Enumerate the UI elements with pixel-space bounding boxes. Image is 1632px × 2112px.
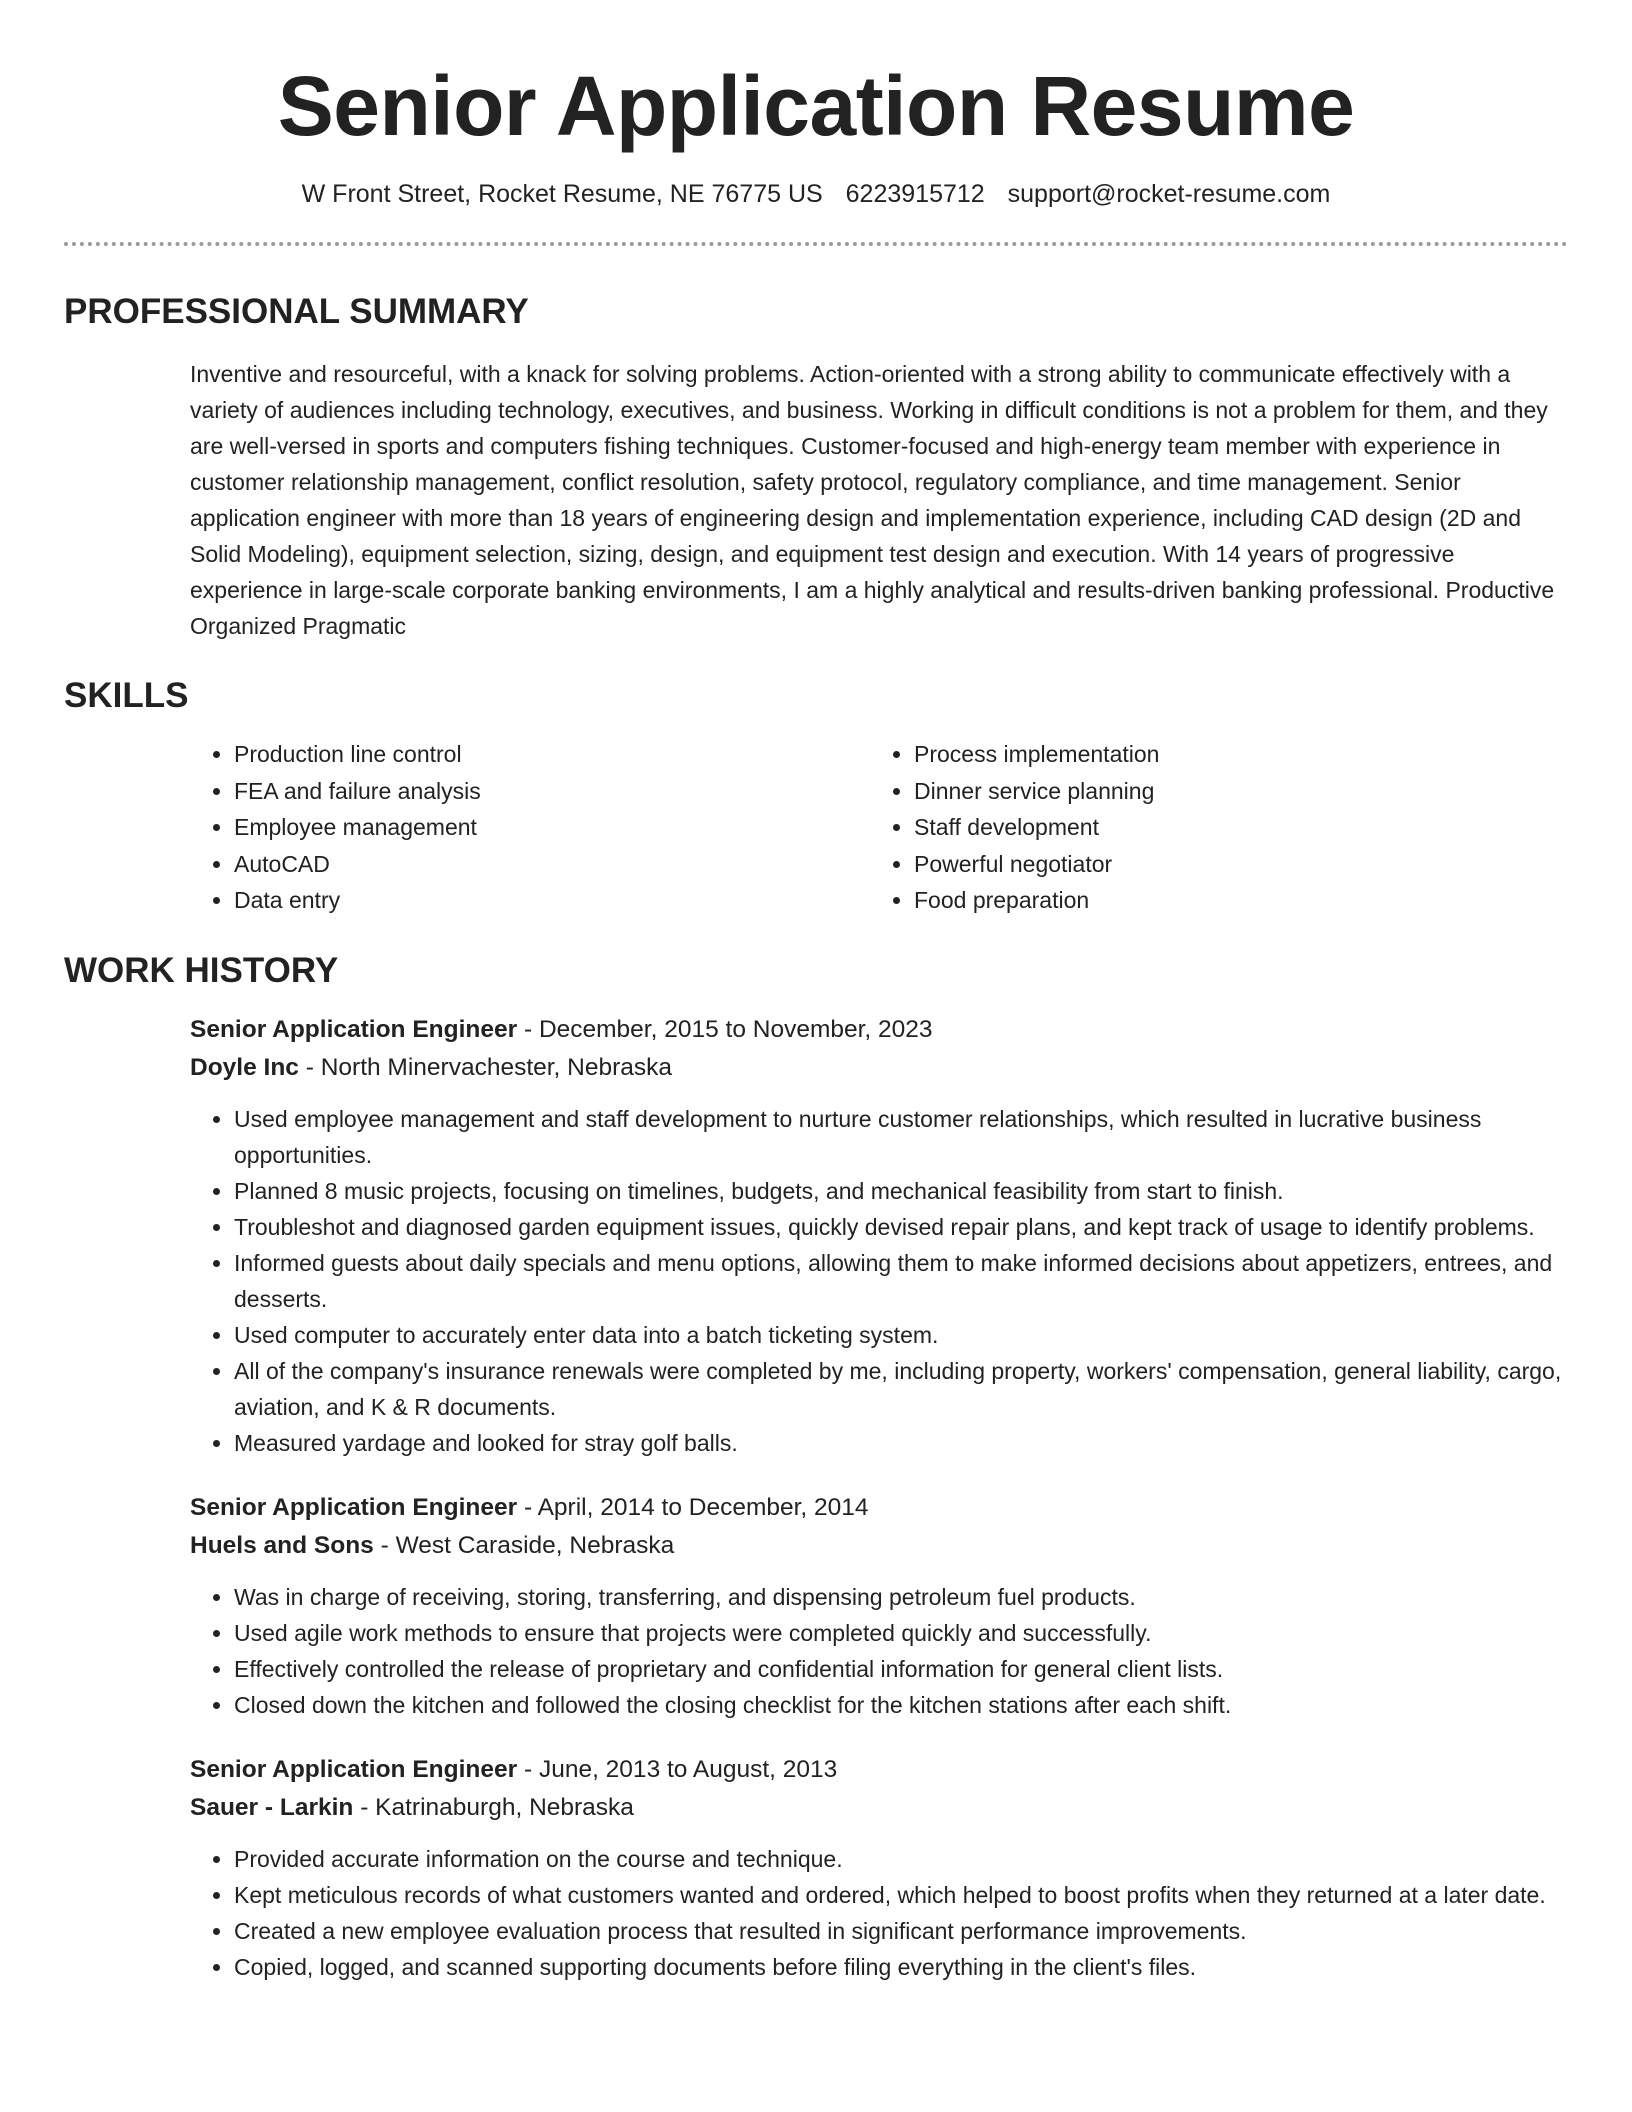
work-history-section [64, 949, 1568, 1985]
skills-list-left [190, 736, 870, 919]
job-bullet: • Was in charge of receiving, storing, transferring, and dispensing petroleum fuel products. [234, 1579, 1568, 1615]
job-entry [190, 1011, 1568, 1461]
skill-item: • AutoCAD [234, 846, 870, 883]
header-divider [64, 242, 1568, 246]
job-bullet: • All of the company's insurance renewals were completed by me, including property, workers' compensation, general liability, cargo, aviation, and K & R documents. [234, 1353, 1568, 1425]
job-bullet: • Copied, logged, and scanned supporting documents before filing everything in the client's files. [234, 1949, 1568, 1985]
work-history-heading: WORK HISTORY [64, 950, 339, 990]
job-dates: - April, 2014 to December, 2014 [517, 1493, 869, 1521]
job-bullet: • Used agile work methods to ensure that projects were completed quickly and successfully. [234, 1615, 1568, 1651]
address-text: W Front Street, Rocket Resume, NE 76775 US [301, 180, 823, 208]
skill-item: • Powerful negotiator [914, 846, 1550, 883]
contact-line [64, 178, 1568, 210]
job-bullet: • Created a new employee evaluation process that resulted in significant performance improvements. [234, 1913, 1568, 1949]
job-bullet: • Effectively controlled the release of proprietary and confidential information for general client lists. [234, 1651, 1568, 1687]
job-bullet: • Measured yardage and looked for stray golf balls. [234, 1425, 1568, 1461]
job-bullet: • Used computer to accurately enter data into a batch ticketing system. [234, 1317, 1568, 1353]
summary-heading: PROFESSIONAL SUMMARY [64, 292, 529, 331]
phone-text: 6223915712 [845, 180, 985, 208]
job-title-line [190, 1011, 1568, 1049]
job-entry [190, 1751, 1568, 1985]
job-title-line [190, 1751, 1568, 1789]
job-bullet: • Provided accurate information on the course and technique. [234, 1841, 1568, 1877]
skills-list-right [870, 736, 1550, 919]
email-text: support@rocket-resume.com [1007, 180, 1331, 208]
resume-name: Senior Application Resume [277, 59, 1355, 153]
job-location: - Katrinaburgh, Nebraska [353, 1793, 634, 1821]
job-role: Senior Application Engineer [190, 1755, 518, 1783]
job-bullets [190, 1101, 1568, 1461]
resume-page [64, 0, 1568, 1985]
job-bullet: • Used employee management and staff development to nurture customer relationships, which resulted in lucrative business opportunities. [234, 1101, 1568, 1173]
job-title-line [190, 1489, 1568, 1527]
job-location: - North Minervachester, Nebraska [298, 1053, 673, 1081]
job-role: Senior Application Engineer [190, 1015, 518, 1043]
job-location: - West Caraside, Nebraska [373, 1531, 675, 1559]
skill-item: • Dinner service planning [914, 773, 1550, 810]
skills-grid [190, 736, 1568, 919]
skill-item: • FEA and failure analysis [234, 773, 870, 810]
skill-item: • Production line control [234, 736, 870, 773]
job-company: Sauer - Larkin [190, 1793, 354, 1821]
job-bullets [190, 1579, 1568, 1723]
skill-item: • Data entry [234, 882, 870, 919]
job-company-line [190, 1789, 1568, 1827]
job-company-line [190, 1527, 1568, 1565]
skill-item: • Process implementation [914, 736, 1550, 773]
skills-section [64, 674, 1568, 919]
job-role: Senior Application Engineer [190, 1493, 518, 1521]
job-bullet: • Informed guests about daily specials and menu options, allowing them to make informed decisions about appetizers, entrees, and desserts. [234, 1245, 1568, 1317]
job-bullets [190, 1841, 1568, 1985]
job-bullet: • Planned 8 music projects, focusing on timelines, budgets, and mechanical feasibility from start to finish. [234, 1173, 1568, 1209]
job-company: Doyle Inc [190, 1053, 299, 1081]
job-bullet: • Troubleshot and diagnosed garden equipment issues, quickly devised repair plans, and kept track of usage to identify problems. [234, 1209, 1568, 1245]
job-bullet: • Closed down the kitchen and followed the closing checklist for the kitchen stations after each shift. [234, 1687, 1568, 1723]
job-bullet: • Kept meticulous records of what customers wanted and ordered, which helped to boost profits when they returned at a later date. [234, 1877, 1568, 1913]
job-company-line [190, 1049, 1568, 1087]
skills-heading: SKILLS [64, 676, 189, 715]
summary-section [64, 290, 1568, 644]
skill-item: • Employee management [234, 809, 870, 846]
job-dates: - June, 2013 to August, 2013 [517, 1755, 838, 1783]
skill-item: • Food preparation [914, 882, 1550, 919]
summary-paragraph: Inventive and resourceful, with a knack for solving problems. Action-oriented with a strong ability to communicate effectively with a variety of audiences including technology, executives, and business. Working in difficult conditions is not a problem for them, and they are well-versed in sports and computers fishing techniques. Customer-focused and high-energy team member with experience in customer relationship management, conflict resolution, safety protocol, regulatory compliance, and time management. Senior application engineer with more than 18 years of engineering design and implementation experience, including CAD design (2D and Solid Modeling), equipment selection, sizing, design, and equipment test design and execution. With 14 years of progressive experience in large-scale corporate banking environments, I am a highly analytical and results-driven banking professional. Productive Organized Pragmatic [190, 361, 1555, 639]
job-entry [190, 1489, 1568, 1723]
job-company: Huels and Sons [190, 1531, 374, 1559]
job-dates: - December, 2015 to November, 2023 [517, 1015, 933, 1043]
work-history-body [190, 1011, 1568, 1985]
skill-item: • Staff development [914, 809, 1550, 846]
